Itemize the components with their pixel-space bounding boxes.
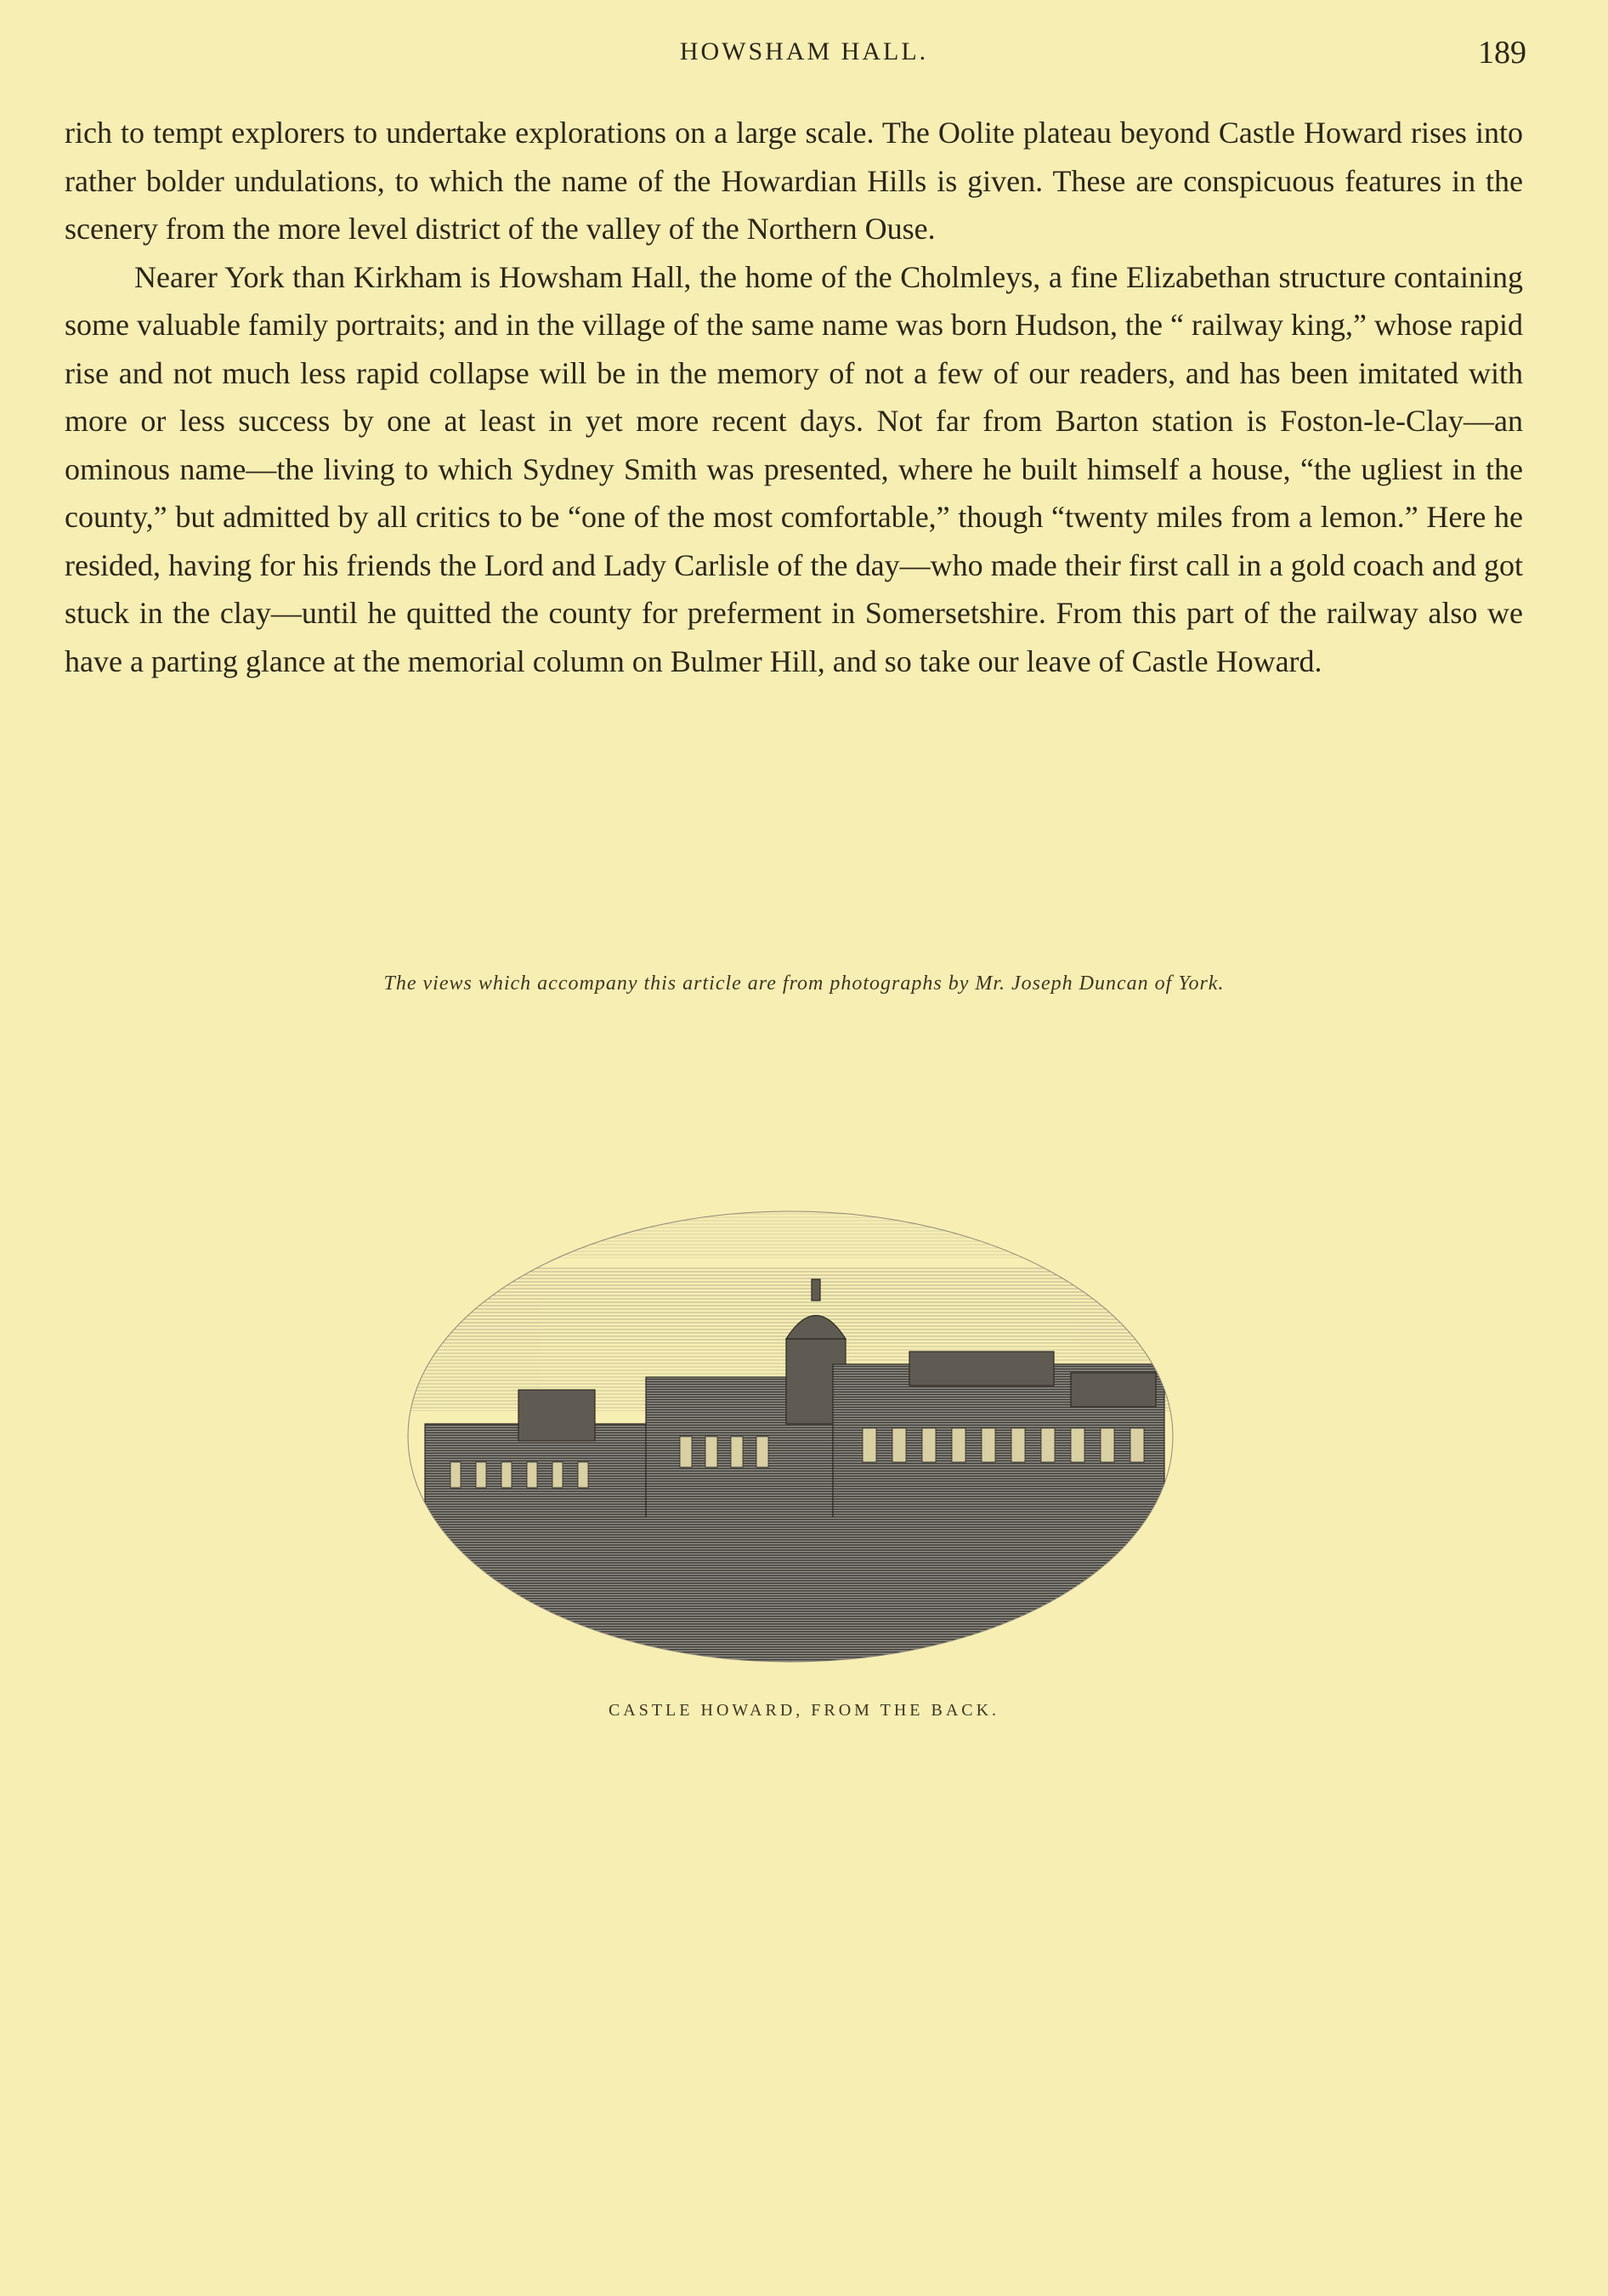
running-title: HOWSHAM HALL. [679,37,929,65]
photo-credit: The views which accompany this article are from photographs by Mr. Joseph Duncan of York. [383,972,1225,995]
illustration-caption: CASTLE HOWARD, FROM THE BACK. [608,1701,1000,1720]
castle-howard-engraving [399,1182,1181,1692]
engraving-oval [399,1207,1181,1692]
running-head [0,34,1608,77]
paragraph-1: rich to tempt explorers to undertake explorations on a large scale. The Oolite plateau beyond Castle Howard rises into rather bolder undulations, to which the name of the Howardian Hills is given. These are conspicuous features in the scenery from the more level district of the valley of the Northern Ouse. [65,116,1523,246]
body-text [65,109,1523,685]
paragraph-2: Nearer York than Kirkham is Howsham Hall, the home of the Cholmleys, a fine Elizabethan structure containing some valuable family portraits; and in the village of the same name was born Hudson, the “ railway king,” whose rapid rise and not much less rapid collapse will be in the memory of not a few of our readers, and has been imitated with more or less success by one at least in yet more recent days. Not far from Barton station is Foston-le-Clay—an ominous name—the living to which Sydney Smith was presented, where he built himself a house, “the ugliest in the county,” but admitted by all critics to be “one of the most comfortable,” though “twenty miles from a lemon.” Here he resided, having for his friends the Lord and Lady Carlisle of the day—who made their first call in a gold coach and got stuck in the clay—until he quitted the county for preferment in Somersetshire. From this part of the railway also we have a parting glance at the memorial column on Bulmer Hill, and so take our leave of Castle Howard. [65,259,1523,678]
page-number: 189 [1478,35,1526,71]
lawn [399,1517,1181,1692]
